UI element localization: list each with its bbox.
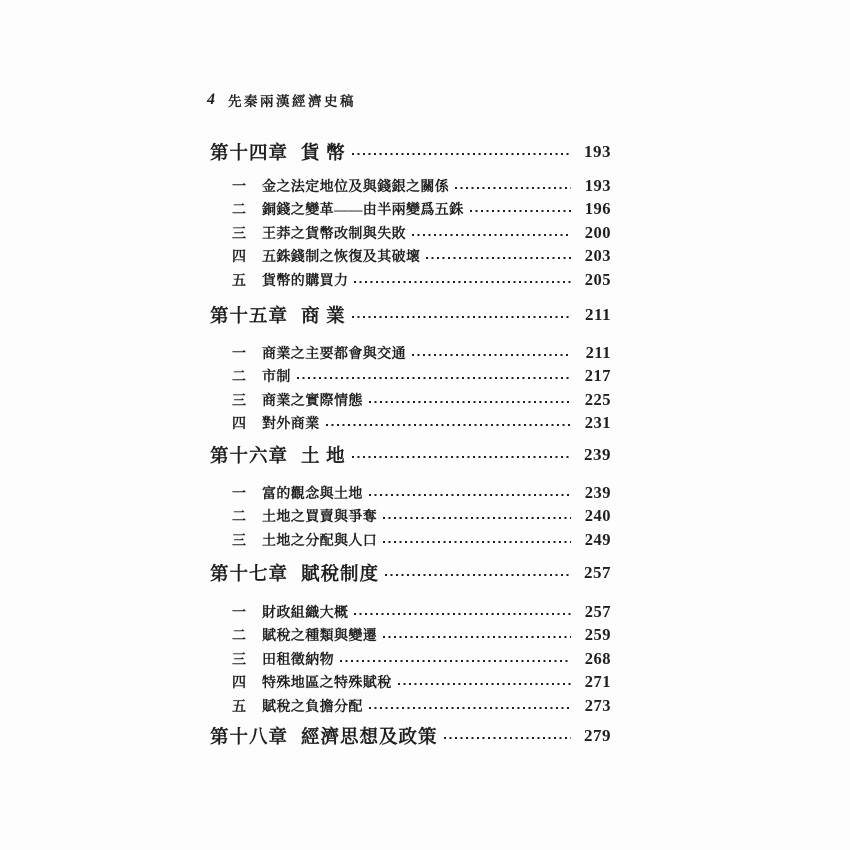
section-number: 四 (232, 676, 246, 692)
chapter-title: 貨 幣 (301, 144, 346, 164)
chapter-heading-row (205, 137, 611, 167)
chapter-title: 經濟思想及政策 (301, 728, 438, 748)
toc-section-row (205, 481, 611, 505)
toc-section-row (205, 174, 611, 198)
dot-leader (352, 316, 571, 318)
toc-section-row (205, 365, 611, 389)
dot-leader (326, 424, 571, 426)
section-page-number: 257 (584, 601, 611, 621)
section-page-number: 225 (584, 389, 611, 409)
toc-section-row (205, 647, 611, 671)
section-number: 一 (232, 179, 246, 195)
dot-leader (383, 541, 571, 543)
section-page-number: 211 (585, 342, 611, 362)
section-number: 二 (232, 510, 246, 526)
section-page-number: 259 (584, 625, 611, 645)
chapter-title: 商 業 (301, 307, 346, 327)
chapter-title: 賦稅制度 (301, 565, 380, 585)
section-page-number: 196 (584, 199, 611, 219)
section-number: 四 (232, 417, 246, 433)
section-number: 一 (232, 346, 246, 362)
section-title: 金之法定地位及與錢銀之關係 (262, 179, 450, 195)
toc-section-row (205, 600, 611, 624)
section-title: 田租徵納物 (262, 652, 334, 668)
chapter-label: 第十六章 (210, 447, 289, 467)
chapter-section-list (205, 174, 611, 292)
dot-leader (383, 517, 571, 519)
dot-leader (412, 354, 571, 356)
chapter-section-list (205, 600, 611, 718)
dot-leader (455, 187, 571, 189)
section-title: 銅錢之變革——由半兩變爲五銖 (262, 203, 464, 219)
section-page-number: 273 (584, 695, 611, 715)
section-title: 對外商業 (262, 417, 320, 433)
section-title: 財政組織大概 (262, 605, 349, 621)
section-page-number: 249 (584, 529, 611, 549)
section-number: 三 (232, 652, 246, 668)
section-title: 土地之分配與人口 (262, 533, 378, 549)
dot-leader (352, 153, 571, 155)
section-number: 三 (232, 533, 246, 549)
section-title: 賦稅之種類與變遷 (262, 629, 378, 645)
dot-leader (354, 613, 571, 615)
section-number: 五 (232, 699, 246, 715)
dot-leader (398, 683, 571, 685)
toc-chapter (205, 721, 611, 751)
section-title: 貨幣的購買力 (262, 273, 349, 289)
chapter-page-number: 211 (584, 305, 611, 324)
dot-leader (369, 707, 571, 709)
section-title: 商業之主要都會與交通 (262, 346, 406, 362)
section-title: 市制 (262, 370, 291, 386)
toc-section-row (205, 268, 611, 292)
section-number: 一 (232, 605, 246, 621)
dot-leader (354, 281, 571, 283)
dot-leader (383, 636, 571, 638)
chapter-label: 第十八章 (210, 728, 289, 748)
toc-content-column (205, 0, 611, 850)
running-title: 先秦兩漢經濟史稿 (228, 94, 356, 109)
section-title: 商業之實際情態 (262, 393, 363, 409)
chapter-heading-row (205, 721, 611, 751)
toc-section-row (205, 412, 611, 436)
chapter-heading-row (205, 558, 611, 588)
section-page-number: 205 (584, 269, 611, 289)
chapter-page-number: 193 (584, 142, 611, 161)
section-page-number: 271 (584, 672, 611, 692)
section-number: 二 (232, 203, 246, 219)
section-title: 富的觀念與土地 (262, 486, 363, 502)
chapter-page-number: 239 (584, 445, 611, 464)
toc-section-row (205, 198, 611, 222)
section-page-number: 239 (584, 482, 611, 502)
section-number: 二 (232, 629, 246, 645)
running-head (207, 88, 356, 112)
toc-chapter (205, 440, 611, 552)
section-page-number: 200 (584, 222, 611, 242)
section-number: 四 (232, 250, 246, 266)
chapter-page-number: 257 (584, 563, 611, 582)
chapter-title: 土 地 (301, 447, 346, 467)
dot-leader (352, 456, 571, 458)
dot-leader (297, 377, 571, 379)
toc-section-row (205, 221, 611, 245)
chapter-heading-row (205, 300, 611, 330)
toc-section-row (205, 341, 611, 365)
toc-chapter (205, 137, 611, 292)
section-page-number: 268 (584, 648, 611, 668)
toc-section-row (205, 624, 611, 648)
dot-leader (369, 401, 571, 403)
toc-section-row (205, 245, 611, 269)
dot-leader (385, 574, 571, 576)
section-number: 三 (232, 226, 246, 242)
dot-leader (340, 660, 571, 662)
section-title: 賦稅之負擔分配 (262, 699, 363, 715)
folio-page-number: 4 (207, 91, 215, 108)
section-title: 王莽之貨幣改制與失敗 (262, 226, 406, 242)
section-page-number: 217 (584, 366, 611, 386)
section-title: 五銖錢制之恢復及其破壞 (262, 250, 421, 266)
chapter-section-list (205, 341, 611, 435)
section-number: 三 (232, 393, 246, 409)
dot-leader (444, 737, 571, 739)
section-title: 土地之買賣與爭奪 (262, 510, 378, 526)
chapter-label: 第十五章 (210, 307, 289, 327)
dot-leader (426, 257, 571, 259)
section-number: 二 (232, 370, 246, 386)
section-page-number: 240 (584, 506, 611, 526)
chapter-label: 第十七章 (210, 565, 289, 585)
section-page-number: 231 (584, 413, 611, 433)
toc-section-row (205, 694, 611, 718)
chapter-label: 第十四章 (210, 144, 289, 164)
section-page-number: 203 (584, 246, 611, 266)
section-page-number: 193 (584, 175, 611, 195)
toc-section-row (205, 388, 611, 412)
chapter-section-list (205, 481, 611, 552)
chapter-heading-row (205, 440, 611, 470)
toc-section-row (205, 671, 611, 695)
chapter-page-number: 279 (584, 726, 611, 745)
dot-leader (470, 210, 571, 212)
dot-leader (369, 494, 571, 496)
section-number: 一 (232, 486, 246, 502)
dot-leader (412, 234, 571, 236)
section-title: 特殊地區之特殊賦稅 (262, 676, 392, 692)
section-number: 五 (232, 273, 246, 289)
toc-section-row (205, 505, 611, 529)
toc-chapter (205, 300, 611, 435)
toc-chapter (205, 558, 611, 718)
toc-section-row (205, 528, 611, 552)
